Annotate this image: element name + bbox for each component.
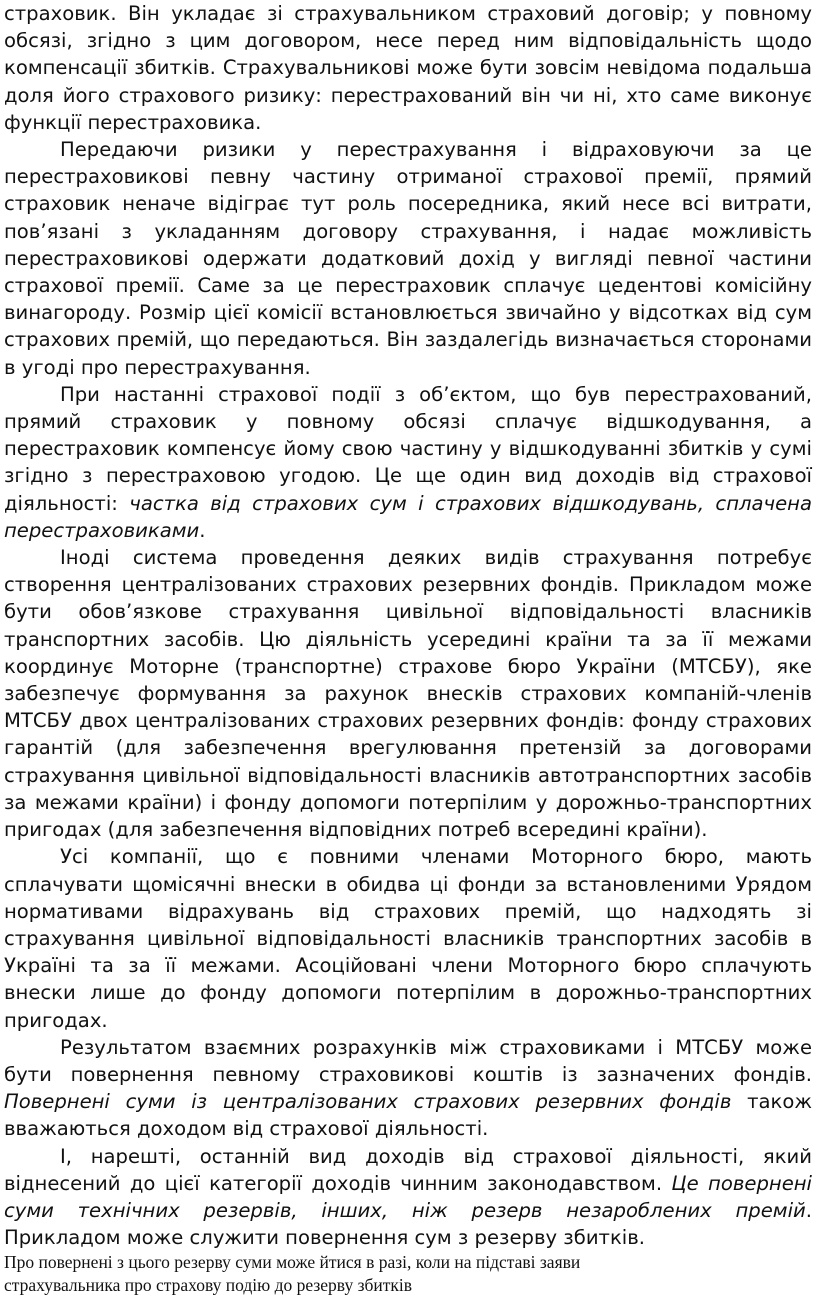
paragraph-6 (4, 1034, 812, 1143)
paragraph-5: Усі компанії, що є повними членами Моторного бюро, мають сплачувати щомісячні внески в обидва ці фонди за встановленими Урядом нормативами відрахувань від страхових премій, що надходять зі страхування цивільної відповідальності власників транспортних засобів в Україні та за її межами. Асоційовані члени Моторного бюро сплачують внески лише до фонду допомоги потерпілим в дорожньо-транспортних пригодах. (4, 845, 812, 1032)
paragraph-7 (4, 1143, 812, 1252)
paragraph-6-emphasis: Повернені суми із централізованих страхових резервних фондів (4, 1090, 732, 1114)
footer-text (4, 1251, 812, 1297)
paragraph-3 (4, 381, 812, 544)
document-body (4, 0, 812, 1251)
paragraph-2: Передаючи ризики у перестрахування і відраховуючи за це перестраховикові певну частину отриманої страхової премії, прямий страховик неначе відіграє тут роль посередника, який несе всі витрати, пов’язані з укладанням договору страхування, і надає можливість перестраховикові одержати додатковий дохід у вигляді певної частини страхової премії. Саме за це перестраховик сплачує цедентові комісійну винагороду. Розмір цієї комісії встановлюється звичайно у відсотках від сум страхових премій, що передаються. Він заздалегідь визначається сторонами в угоді про перестрахування. (4, 138, 812, 379)
footer-line-2: страхувальника про страхову подію до резерву збитків (4, 1275, 413, 1296)
paragraph-4: Іноді система проведення деяких видів страхування потребує створення централізованих страхових резервних фондів. Прикладом може бути обов’язкове страхування цивільної відповідальності власників транспортних засобів. Цю діяльність усередині країни та за її межами координує Моторне (транспортне) страхове бюро України (МТСБУ), яке забезпечує формування за рахунок внесків страхових компаній-членів МТСБУ двох централізованих страхових резервних фондів: фонду страхових гарантій (для забезпечення врегулювання претензій за договорами страхування цивільної відповідальності власників автотранспортних засобів за межами країни) і фонду допомоги потерпілим у дорожньо-транспортних пригодах (для забезпечення відповідних потреб всередині країни). (4, 546, 812, 842)
footer-line-1: Про повернені з цього резерву суми може йтися в разі, коли на підставі заяви (4, 1252, 581, 1273)
paragraph-3-tail: . (199, 518, 206, 542)
paragraph-7-tail: . Прикладом може служити повернення сум з резерву збитків. (4, 1198, 812, 1250)
paragraph-7-text: І, нарешті, останній вид доходів від страхової діяльності, який віднесений до цієї категорії доходів чинним законодавством. (4, 1144, 812, 1195)
paragraph-7-emphasis: Це повернені суми технічних резервів, інших, ніж резерв незароблених премій (4, 1171, 813, 1222)
paragraph-3-emphasis: частка від страхових сум і страхових відшкодувань, сплачена перестраховиками (4, 491, 812, 542)
paragraph-1: страховик. Він укладає зі страхувальником страховий договір; у повному обсязі, згідно з цим договором, несе перед ним відповідальність щодо компенсації збитків. Страхувальникові може бути зовсім невідома подальша доля його страхового ризику: перестрахований він чи ні, хто саме виконує функції перестраховика. (4, 2, 812, 134)
paragraph-3-text: При настанні страхової події з об’єктом, що був перестрахований, прямий страховик у повному обсязі сплачує відшкодування, а перестраховик компенсує йому свою частину у відшкодуванні збитків у сумі згідно з перестраховою угодою. Це ще один вид доходів від страхової діяльності: (4, 382, 812, 515)
paragraph-6-tail: також вважаються доходом від страхової діяльності. (4, 1090, 812, 1141)
paragraph-6-text: Результатом взаємних розрахунків між страховиками і МТСБУ може бути повернення певному страховикові коштів із зазначених фондів. (4, 1035, 812, 1086)
